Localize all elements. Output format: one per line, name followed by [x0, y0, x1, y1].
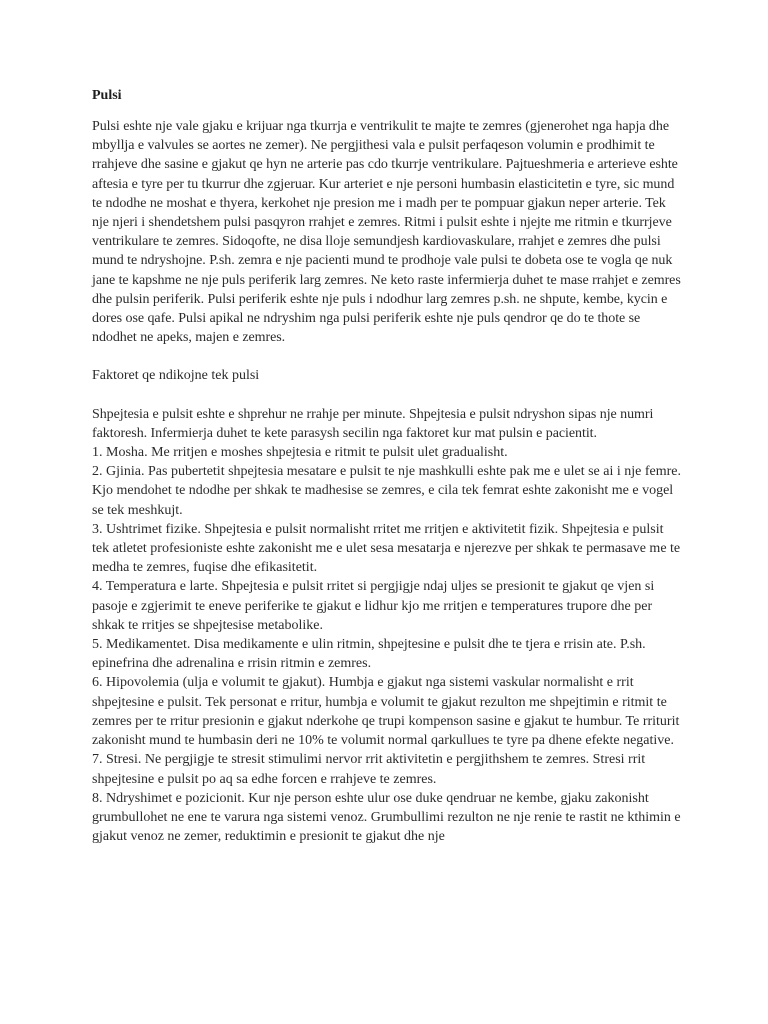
section-heading: Faktoret qe ndikojne tek pulsi	[92, 368, 260, 384]
intro-paragraph: Pulsi eshte nje vale gjaku e krijuar nga tkurrja e ventrikulit te majte te zemres (gjenerohet nga hapja dhe mbyllja e valvules se aortes ne zemer). Ne pergjithesi vala e pulsit perfaqeson volumin e prodhimit te rrahjeve dhe sasine e gjakut qe hyn ne arterie pas cdo tkurrje ventrikulare. Pajtueshmeria e arterieve eshte aftesia e tyre per tu tkurrur dhe zgjeruar. Kur arteriet e nje personi humbasin elasticitetin e tyre, sic mund te ndodhe ne moshat e thyera, kerkohet nje presion me i madh per te pompuar gjakun neper arterie. Tek nje njeri i shendetshem pulsi pasqyron rrahjet e zemres. Ritmi i pulsit eshte i njejte me ritmin e tkurrjeve ventrikulare te zemres. Sidoqofte, ne disa lloje semundjesh kardiovaskulare, rrahjet e zemres dhe pulsi mund te ndryshojne. P.sh. zemra e nje pacienti mund te prodhoje vale pulsi te dobeta ose te vogla qe nuk jane te kapshme ne nje puls periferik larg zemres. Ne keto raste infermierja duhet te mase rrahjet e zemres dhe pulsin periferik. Pulsi periferik eshte nje puls i ndodhur larg zemres p.sh. ne shpute, kembe, kycin e dores ose qafe. Pulsi apikal ne ndryshim nga pulsi periferik eshte nje puls qendror qe do te thote se ndodhet ne apeks, majen e zemres.	[92, 119, 681, 346]
list-item: 6. Hipovolemia (ulja e volumit te gjakut). Humbja e gjakut nga sistemi vaskular normalisht e rrit shpejtesine e pulsit. Tek personat e rritur, humbja e volumit te gjakut rezulton me shpejtimin e ritmit te zemres per te rritur presionin e gjakut nderkohe qe trupi kompenson sasine e gjakut te humbur. Te rriturit zakonisht mund te humbasin deri ne 10% te volumit normal qarkullues te tyre pa dhene efekte negative.	[92, 675, 680, 749]
document-title: Pulsi	[92, 88, 122, 103]
list-item: 4. Temperatura e larte. Shpejtesia e pulsit rritet si pergjigje ndaj uljes se presionit te gjakut qe vjen si pasoje e zgjerimit te eneve periferike te gjakut e lidhur kjo me rritjen e temperatures trupore dhe per shkak te rritjes se shpejtesise metabolike.	[92, 579, 655, 633]
document-page	[92, 86, 682, 846]
paragraph-spacer	[92, 386, 682, 405]
factors-list	[92, 443, 682, 846]
list-item: 8. Ndryshimet e pozicionit. Kur nje person eshte ulur ose duke qendruar ne kembe, gjaku zakonisht grumbullohet ne ene te varura nga sistemi venoz. Grumbullimi rezulton ne nje renie te rastit ne kthimin e gjakut venoz ne zemer, reduktimin e presionit te gjakut dhe nje	[92, 790, 681, 845]
list-item: 3. Ushtrimet fizike. Shpejtesia e pulsit normalisht rritet me rritjen e aktivitetit fizik. Shpejtesia e pulsit tek atletet profesioniste eshte zakonisht me e ulet sesa mesatarja e njerezve per shkak te permasave me te medha te zemres, fuqise dhe efikasitetit.	[92, 521, 681, 576]
factors-intro-paragraph: Shpejtesia e pulsit eshte e shprehur ne rrahje per minute. Shpejtesia e pulsit ndryshon sipas nje numri faktoresh. Infermierja duhet te kete parasysh secilin nga faktoret kur mat pulsin e pacientit.	[92, 406, 654, 441]
list-item: 1. Mosha. Me rritjen e moshes shpejtesia e ritmit te pulsit ulet gradualisht.	[92, 445, 508, 461]
list-item: 5. Medikamentet. Disa medikamente e ulin ritmin, shpejtesine e pulsit dhe te tjera e rrisin ate. P.sh. epinefrina dhe adrenalina e rrisin ritmin e zemres.	[92, 637, 646, 672]
list-item: 2. Gjinia. Pas pubertetit shpejtesia mesatare e pulsit te nje mashkulli eshte pak me e ulet se ai i nje femre. Kjo mendohet te ndodhe per shkak te madhesise se zemres, e cila tek femrat eshte zakonisht me e vogel se tek meshkujt.	[92, 464, 681, 518]
list-item: 7. Stresi. Ne pergjigje te stresit stimulimi nervor rrit aktivitetin e pergjithshem te zemres. Stresi rrit shpejtesine e pulsit po aq sa edhe forcen e rrahjeve te zemres.	[92, 752, 646, 787]
paragraph-spacer	[92, 347, 682, 366]
